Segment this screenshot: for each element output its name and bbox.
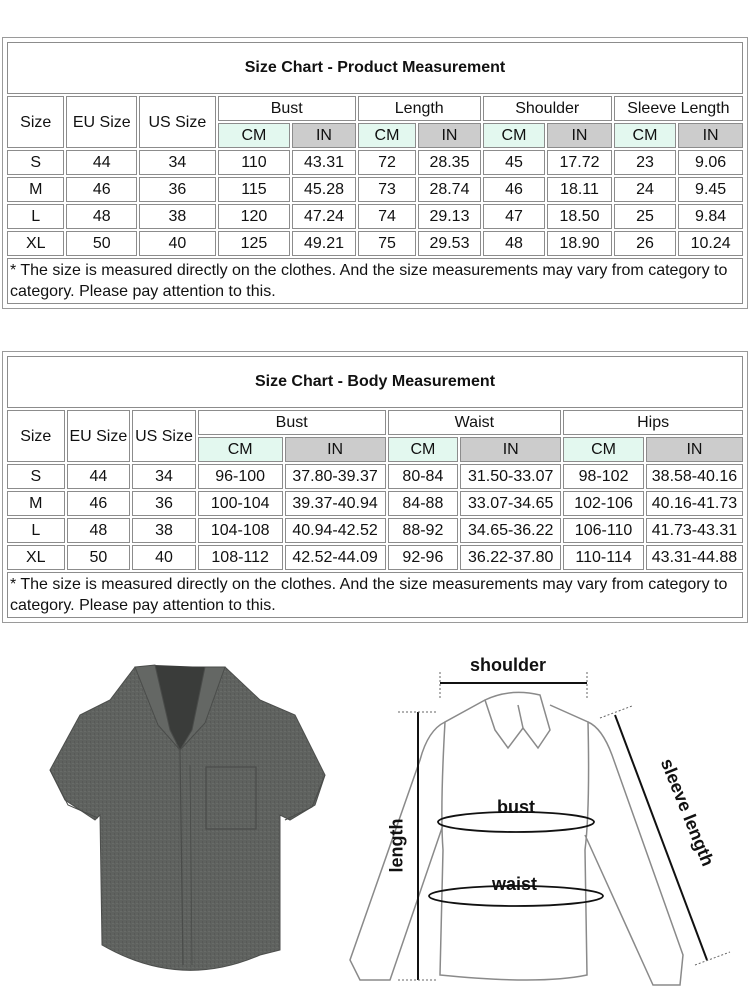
cell-length-cm: 73 [358, 177, 416, 202]
cell-bust-in: 42.52-44.09 [285, 545, 386, 570]
cell-waist-in: 36.22-37.80 [460, 545, 561, 570]
cell-length-in: 28.74 [418, 177, 481, 202]
cell-bust-cm: 104-108 [198, 518, 283, 543]
product-size-chart [2, 37, 748, 309]
cell-waist-in: 34.65-36.22 [460, 518, 561, 543]
cell-shoulder-cm: 48 [483, 231, 546, 256]
header-hips-in: IN [646, 437, 743, 462]
cell-bust-in: 37.80-39.37 [285, 464, 386, 489]
cell-length-cm: 72 [358, 150, 416, 175]
cell-us-size: 38 [139, 204, 216, 229]
cell-bust-cm: 100-104 [198, 491, 283, 516]
header-size: Size [7, 410, 65, 462]
cell-hips-cm: 106-110 [563, 518, 644, 543]
cell-shoulder-cm: 46 [483, 177, 546, 202]
cell-eu-size: 48 [67, 518, 131, 543]
header-bust-cm: CM [198, 437, 283, 462]
cell-size: M [7, 177, 64, 202]
cell-us-size: 40 [132, 545, 196, 570]
cell-length-in: 28.35 [418, 150, 481, 175]
header-bust: Bust [218, 96, 356, 121]
header-size: Size [7, 96, 64, 148]
cell-eu-size: 46 [66, 177, 137, 202]
cell-eu-size: 46 [67, 491, 131, 516]
cell-sleeve-in: 9.06 [678, 150, 743, 175]
cell-shoulder-cm: 45 [483, 150, 546, 175]
cell-waist-in: 31.50-33.07 [460, 464, 561, 489]
cell-us-size: 34 [132, 464, 196, 489]
header-eu-size: EU Size [66, 96, 137, 148]
cell-us-size: 36 [132, 491, 196, 516]
product-size-table [5, 40, 745, 306]
cell-hips-in: 41.73-43.31 [646, 518, 743, 543]
cell-length-in: 29.53 [418, 231, 481, 256]
cell-waist-cm: 80-84 [388, 464, 459, 489]
cell-sleeve-cm: 25 [614, 204, 677, 229]
waist-label: waist [492, 874, 538, 894]
cell-eu-size: 50 [66, 231, 137, 256]
bust-label: bust [497, 797, 535, 817]
product-chart-title: Size Chart - Product Measurement [7, 42, 743, 94]
cell-us-size: 38 [132, 518, 196, 543]
cell-bust-in: 47.24 [292, 204, 356, 229]
body-chart-title: Size Chart - Body Measurement [7, 356, 743, 408]
cell-hips-in: 40.16-41.73 [646, 491, 743, 516]
header-shoulder-in: IN [547, 123, 612, 148]
cell-sleeve-cm: 24 [614, 177, 677, 202]
cell-bust-in: 45.28 [292, 177, 356, 202]
cell-size: XL [7, 545, 65, 570]
body-size-chart [2, 351, 748, 623]
cell-bust-cm: 125 [218, 231, 291, 256]
shirt-product-image [40, 655, 330, 995]
cell-bust-in: 49.21 [292, 231, 356, 256]
header-waist-in: IN [460, 437, 561, 462]
cell-waist-cm: 88-92 [388, 518, 459, 543]
cell-shoulder-in: 17.72 [547, 150, 612, 175]
cell-bust-cm: 96-100 [198, 464, 283, 489]
cell-hips-in: 43.31-44.88 [646, 545, 743, 570]
header-bust-cm: CM [218, 123, 291, 148]
header-bust: Bust [198, 410, 386, 435]
cell-size: XL [7, 231, 64, 256]
table-row-s [7, 464, 743, 489]
cell-bust-in: 40.94-42.52 [285, 518, 386, 543]
cell-eu-size: 44 [67, 464, 131, 489]
header-length: Length [358, 96, 481, 121]
cell-bust-in: 43.31 [292, 150, 356, 175]
cell-sleeve-in: 10.24 [678, 231, 743, 256]
table-row-xl [7, 231, 743, 256]
header-length-in: IN [418, 123, 481, 148]
cell-hips-cm: 102-106 [563, 491, 644, 516]
sleeve-length-label: sleeve length [656, 755, 719, 869]
cell-size: S [7, 150, 64, 175]
shoulder-label: shoulder [470, 655, 547, 675]
cell-bust-cm: 108-112 [198, 545, 283, 570]
cell-bust-cm: 120 [218, 204, 291, 229]
cell-size: M [7, 491, 65, 516]
cell-hips-cm: 110-114 [563, 545, 644, 570]
cell-sleeve-cm: 23 [614, 150, 677, 175]
table-row-m [7, 491, 743, 516]
header-sleeve-in: IN [678, 123, 743, 148]
cell-hips-cm: 98-102 [563, 464, 644, 489]
table-row-s [7, 150, 743, 175]
header-hips: Hips [563, 410, 743, 435]
cell-length-cm: 75 [358, 231, 416, 256]
cell-size: S [7, 464, 65, 489]
header-shoulder: Shoulder [483, 96, 612, 121]
header-us-size: US Size [139, 96, 216, 148]
header-us-size: US Size [132, 410, 196, 462]
cell-sleeve-cm: 26 [614, 231, 677, 256]
cell-hips-in: 38.58-40.16 [646, 464, 743, 489]
cell-length-cm: 74 [358, 204, 416, 229]
product-chart-note: * The size is measured directly on the clothes. And the size measurements may vary from category to category. Please pay attention to this. [7, 258, 743, 304]
header-shoulder-cm: CM [483, 123, 546, 148]
header-sleeve-cm: CM [614, 123, 677, 148]
cell-waist-in: 33.07-34.65 [460, 491, 561, 516]
table-row-l [7, 204, 743, 229]
cell-length-in: 29.13 [418, 204, 481, 229]
cell-shoulder-in: 18.11 [547, 177, 612, 202]
measurement-diagram [340, 650, 740, 1000]
table-row-l [7, 518, 743, 543]
cell-eu-size: 50 [67, 545, 131, 570]
cell-eu-size: 48 [66, 204, 137, 229]
cell-shoulder-in: 18.50 [547, 204, 612, 229]
body-chart-note: * The size is measured directly on the clothes. And the size measurements may vary from category to category. Please pay attention to this. [7, 572, 743, 618]
cell-waist-cm: 84-88 [388, 491, 459, 516]
header-bust-in: IN [285, 437, 386, 462]
cell-us-size: 34 [139, 150, 216, 175]
cell-bust-in: 39.37-40.94 [285, 491, 386, 516]
cell-shoulder-cm: 47 [483, 204, 546, 229]
cell-size: L [7, 518, 65, 543]
header-bust-in: IN [292, 123, 356, 148]
cell-waist-cm: 92-96 [388, 545, 459, 570]
header-eu-size: EU Size [67, 410, 131, 462]
cell-size: L [7, 204, 64, 229]
cell-bust-cm: 110 [218, 150, 291, 175]
cell-eu-size: 44 [66, 150, 137, 175]
cell-sleeve-in: 9.84 [678, 204, 743, 229]
body-size-table [5, 354, 745, 620]
cell-shoulder-in: 18.90 [547, 231, 612, 256]
cell-us-size: 36 [139, 177, 216, 202]
header-sleeve-length: Sleeve Length [614, 96, 743, 121]
header-hips-cm: CM [563, 437, 644, 462]
header-length-cm: CM [358, 123, 416, 148]
header-waist-cm: CM [388, 437, 459, 462]
header-waist: Waist [388, 410, 562, 435]
cell-sleeve-in: 9.45 [678, 177, 743, 202]
cell-bust-cm: 115 [218, 177, 291, 202]
cell-us-size: 40 [139, 231, 216, 256]
table-row-xl [7, 545, 743, 570]
table-row-m [7, 177, 743, 202]
length-label: length [386, 818, 407, 873]
